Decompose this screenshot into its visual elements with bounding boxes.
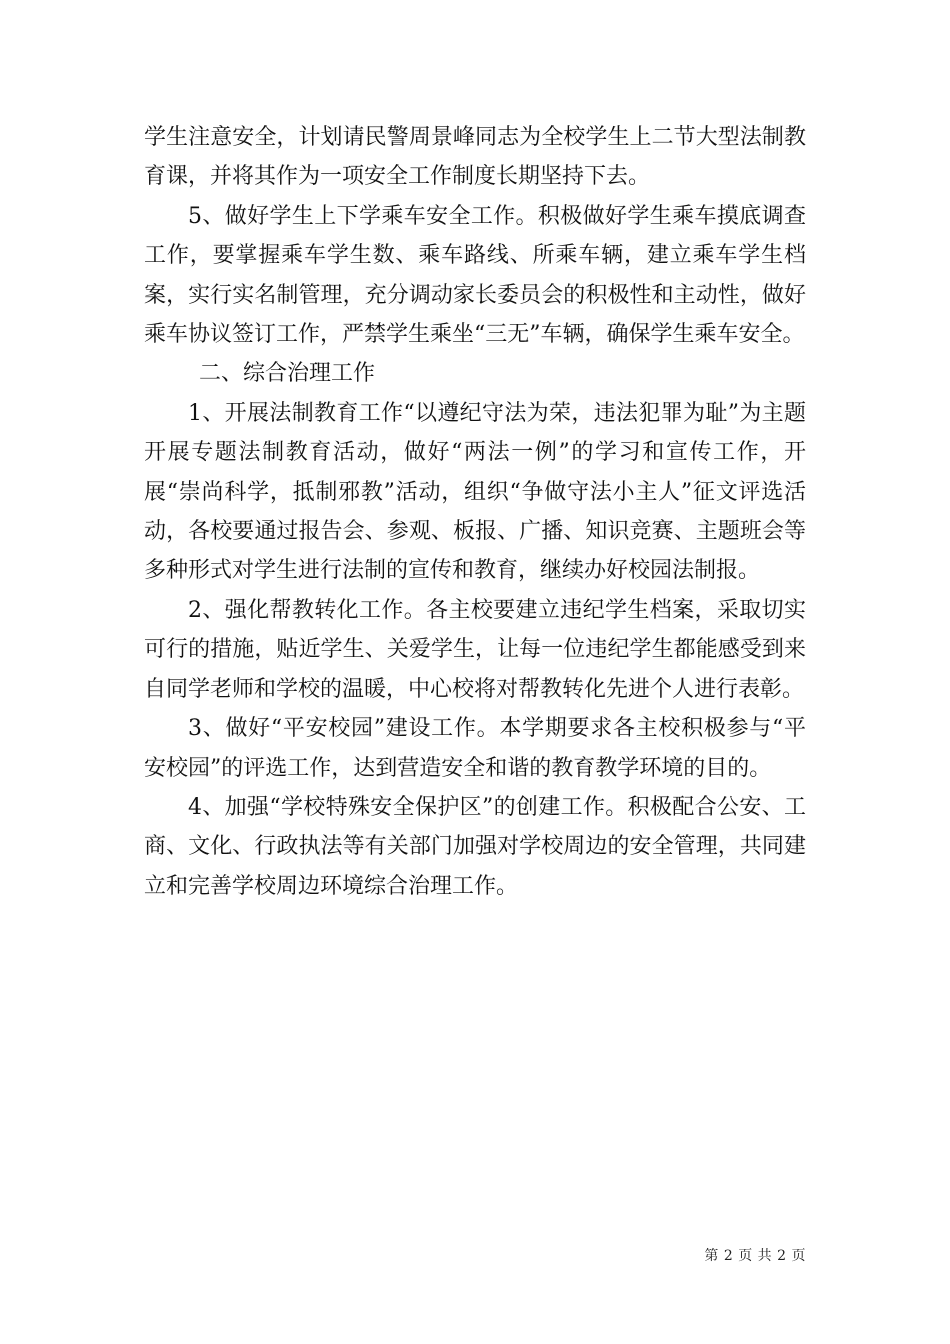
document-body: [144, 118, 806, 906]
paragraph-continued: 学生注意安全，计划请民警周景峰同志为全校学生上二节大型法制教育课，并将其作为一项安全工作制度长期坚持下去。: [144, 125, 806, 190]
section-heading: 二、综合治理工作: [199, 361, 376, 387]
paragraph-item-1: 1、开展法制教育工作“以遵纪守法为荣，违法犯罪为耻”为主题开展专题法制教育活动，做好“两法一例”的学习和宣传工作，开展“崇尚科学，抵制邪教”活动，组织“争做守法小主人”征文评选活动，各校要通过报告会、参观、板报、广播、知识竞赛、主题班会等多种形式对学生进行法制的宣传和教育，继续办好校园法制报。: [144, 400, 806, 584]
paragraph-item-3: 3、做好“平安校园”建设工作。本学期要求各主校积极参与“平安校园”的评选工作，达到营造安全和谐的教育教学环境的目的。: [144, 716, 806, 781]
paragraph-item-2: 2、强化帮教转化工作。各主校要建立违纪学生档案，采取切实可行的措施，贴近学生、关爱学生，让每一位违纪学生都能感受到来自同学老师和学校的温暖，中心校将对帮教转化先进个人进行表彰。: [144, 597, 806, 702]
page-number: 第 2 页 共 2 页: [704, 1248, 806, 1264]
paragraph-item-4: 4、加强“学校特殊安全保护区”的创建工作。积极配合公安、工商、文化、行政执法等有关部门加强对学校周边的安全管理，共同建立和完善学校周边环境综合治理工作。: [144, 794, 806, 899]
paragraph-item-5: 5、做好学生上下学乘车安全工作。积极做好学生乘车摸底调查工作，要掌握乘车学生数、乘车路线、所乘车辆，建立乘车学生档案，实行实名制管理，充分调动家长委员会的积极性和主动性，做好乘车协议签订工作，严禁学生乘坐“三无”车辆，确保学生乘车安全。: [144, 203, 806, 348]
